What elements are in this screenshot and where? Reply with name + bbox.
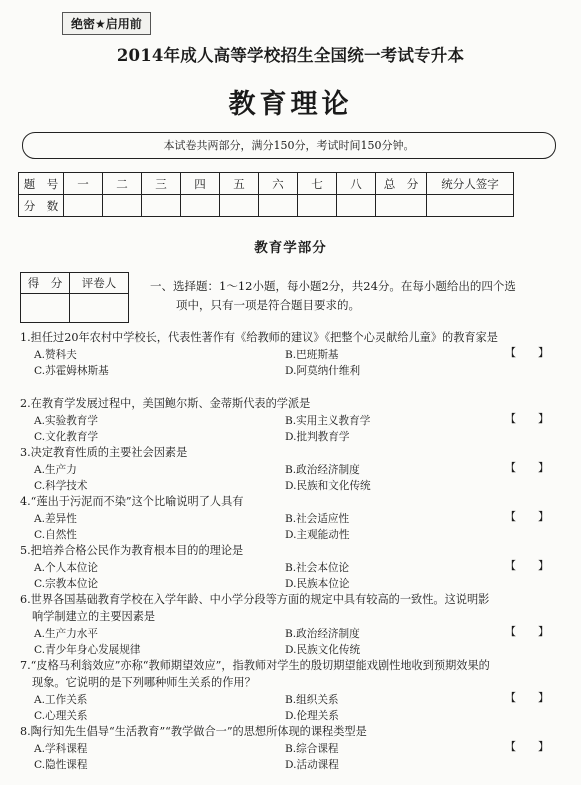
answer-option: D.伦理关系 (285, 710, 339, 722)
score-table-cell: 统分人签字 (427, 173, 514, 195)
answer-bracket[interactable]: 【 】 (505, 691, 549, 704)
answer-option: C.科学技术 (34, 480, 88, 492)
question-stem: 6.世界各国基础教育学校在入学年龄、中小学分段等方面的规定中具有较高的一致性。这说明影 (20, 593, 490, 606)
score-blank-cell[interactable] (376, 195, 427, 217)
answer-option: C.隐性课程 (34, 759, 88, 771)
answer-option: B.政治经济制度 (285, 464, 360, 476)
score-blank-cell[interactable] (103, 195, 142, 217)
answer-option: A.生产力 (34, 464, 77, 476)
answer-bracket[interactable]: 【 】 (505, 510, 549, 523)
answer-option: B.组织关系 (285, 694, 339, 706)
answer-option: A.赞科夫 (34, 349, 77, 361)
subject-title: 教育理论 (228, 89, 353, 120)
answer-option: C.文化教育学 (34, 431, 99, 443)
answer-option: D.活动课程 (285, 759, 339, 771)
section-instruction (150, 277, 550, 315)
score-table-cell: 总 分 (376, 173, 427, 195)
answer-option: D.民族本位论 (285, 578, 350, 590)
score-table-cell: 分 数 (19, 195, 64, 217)
score-blank-cell[interactable] (64, 195, 103, 217)
score-table-header-row (19, 173, 514, 195)
confidential-badge: 绝密★启用前 (62, 12, 151, 35)
answer-bracket[interactable]: 【 】 (505, 412, 549, 425)
question-stem: 8.陶行知先生倡导“生活教育”“教学做合一”的思想所体现的课程类型是 (20, 725, 367, 738)
grader-label: 评卷人 (70, 273, 129, 294)
answer-option: A.个人本位论 (34, 562, 98, 574)
grader-name-blank[interactable] (70, 294, 129, 323)
score-blank-cell[interactable] (181, 195, 220, 217)
answer-option: B.实用主义教育学 (285, 415, 371, 427)
answer-option: A.生产力水平 (34, 628, 98, 640)
answer-bracket[interactable]: 【 】 (505, 559, 549, 572)
answer-option: A.工作关系 (34, 694, 88, 706)
answer-option: A.学科课程 (34, 743, 88, 755)
score-blank-cell[interactable] (427, 195, 514, 217)
answer-option: C.苏霍姆林斯基 (34, 365, 109, 377)
answer-bracket[interactable]: 【 】 (505, 740, 549, 753)
answer-option: C.宗教本位论 (34, 578, 99, 590)
answer-option: D.民族文化传统 (285, 644, 361, 656)
answer-option: B.综合课程 (285, 743, 339, 755)
question-stem: 4.“莲出于污泥而不染”这个比喻说明了人具有 (20, 495, 244, 508)
answer-bracket[interactable]: 【 】 (505, 625, 549, 638)
answer-option: D.阿莫纳什维利 (285, 365, 361, 377)
instruction-line: 项中，只有一项是符合题目要求的。 (176, 298, 360, 312)
score-blank-cell[interactable] (259, 195, 298, 217)
score-table-cell: 四 (181, 173, 220, 195)
answer-option: C.青少年身心发展规律 (34, 644, 141, 656)
answer-option: D.批判教育学 (285, 431, 350, 443)
answer-bracket[interactable]: 【 】 (505, 346, 549, 359)
answer-option: A.实验教育学 (34, 415, 98, 427)
exam-title: 2014年成人高等学校招生全国统一考试专升本 (116, 46, 465, 65)
question-stem: 1.担任过20年农村中学校长，代表性著作有《给教师的建议》《把整个心灵献给儿童》的教育家是 (20, 331, 498, 344)
question-stem: 2.在教育学发展过程中，美国鲍尔斯、金蒂斯代表的学派是 (20, 397, 311, 410)
score-table-cell: 一 (64, 173, 103, 195)
score-blank-cell[interactable] (337, 195, 376, 217)
question-stem: 7.“皮格马利翁效应”亦称“教师期望效应”，指教师对学生的殷切期望能戏剧性地收到预期效果的 (20, 659, 490, 672)
section-heading: 教育学部分 (254, 240, 327, 256)
score-table-cell: 题 号 (19, 173, 64, 195)
answer-option: C.心理关系 (34, 710, 88, 722)
question-stem: 3.决定教育性质的主要社会因素是 (20, 446, 188, 459)
answer-option: B.巴班斯基 (285, 349, 339, 361)
question-stem: 现象。它说明的是下列哪种师生关系的作用？ (32, 676, 256, 689)
score-blank-cell[interactable] (220, 195, 259, 217)
score-table-cell: 八 (337, 173, 376, 195)
answer-option: B.政治经济制度 (285, 628, 360, 640)
answer-option: B.社会适应性 (285, 513, 350, 525)
score-table-cell: 三 (142, 173, 181, 195)
exam-notice: 本试卷共两部分，满分150分，考试时间150分钟。 (22, 132, 556, 159)
grader-table (20, 272, 129, 323)
instruction-line: 一、选择题：1～12小题，每小题2分，共24分。在每小题给出的四个选 (150, 279, 516, 293)
answer-option: B.社会本位论 (285, 562, 350, 574)
score-table-score-row (19, 195, 514, 217)
score-table (18, 172, 514, 217)
score-table-cell: 六 (259, 173, 298, 195)
score-table-cell: 五 (220, 173, 259, 195)
score-table-cell: 二 (103, 173, 142, 195)
grader-score-blank[interactable] (21, 294, 70, 323)
answer-option: C.自然性 (34, 529, 77, 541)
score-blank-cell[interactable] (142, 195, 181, 217)
answer-option: A.差异性 (34, 513, 77, 525)
answer-option: D.民族和文化传统 (285, 480, 371, 492)
grader-score-label: 得 分 (21, 273, 70, 294)
score-blank-cell[interactable] (298, 195, 337, 217)
question-stem: 5.把培养合格公民作为教育根本目的的理论是 (20, 544, 244, 557)
question-stem: 响学制建立的主要因素是 (32, 610, 156, 623)
score-table-cell: 七 (298, 173, 337, 195)
answer-bracket[interactable]: 【 】 (505, 461, 549, 474)
answer-option: D.主观能动性 (285, 529, 350, 541)
